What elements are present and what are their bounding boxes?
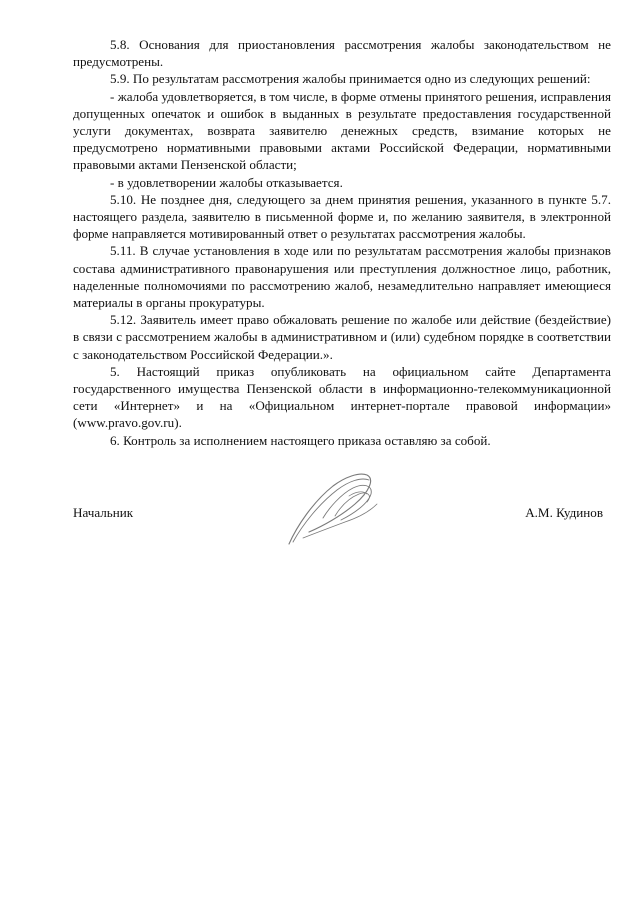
signatory-title: Начальник: [73, 505, 134, 520]
signatory-name: А.М. Кудинов: [525, 505, 603, 520]
paragraph-5-12: 5.12. Заявитель имеет право обжаловать решение по жалобе или действие (бездействие) в связи с рассмотрением жалобы в административном и (или) судебном порядке в соответствии с законодательством Российской Федерации.».: [73, 312, 611, 362]
paragraph-5-8: 5.8. Основания для приостановления рассмотрения жалобы законодательством не предусмотрены.: [73, 37, 611, 70]
paragraph-5-10: 5.10. Не позднее дня, следующего за днем принятия решения, указанного в пункте 5.7. настоящего раздела, заявителю в письменной форме и, по желанию заявителя, в электронной форме направляется мотивированный ответ о результатах рассмотрения жалобы.: [73, 191, 611, 242]
paragraph-item-6: 6. Контроль за исполнением настоящего приказа оставляю за собой.: [110, 432, 491, 448]
document-body: [73, 36, 611, 449]
handwritten-signature-icon: [283, 468, 383, 550]
paragraph-item-5: 5. Настоящий приказ опубликовать на официальном сайте Департамента государственного имущества Пензенской области в информационно-телекоммуникационной сети «Интернет» и на «Официальном интернет-портале правовой информации» (www.pravo.gov.ru).: [73, 363, 611, 431]
paragraph-5-9-option-refused: - в удовлетворении жалобы отказывается.: [110, 174, 343, 190]
paragraph-5-11: 5.11. В случае установления в ходе или по результатам рассмотрения жалобы признаков состава административного правонарушения или преступления должностное лицо, работник, наделенные полномочиями по рассмотрению жалоб, незамедлительно направляет имеющиеся материалы в органы прокуратуры.: [73, 243, 611, 311]
paragraph-5-9-option-satisfied: - жалоба удовлетворяется, в том числе, в форме отмены принятого решения, исправления допущенных опечаток и ошибок в выданных в результате предоставления государственной услуги документах, возврата заявителю денежных средств, взимание которых не предусмотрено нормативными правовыми актами Российской Федерации, нормативными правовыми актами Пензенской области;: [73, 88, 611, 173]
paragraph-5-9: 5.9. По результатам рассмотрения жалобы принимается одно из следующих решений:: [110, 71, 591, 87]
